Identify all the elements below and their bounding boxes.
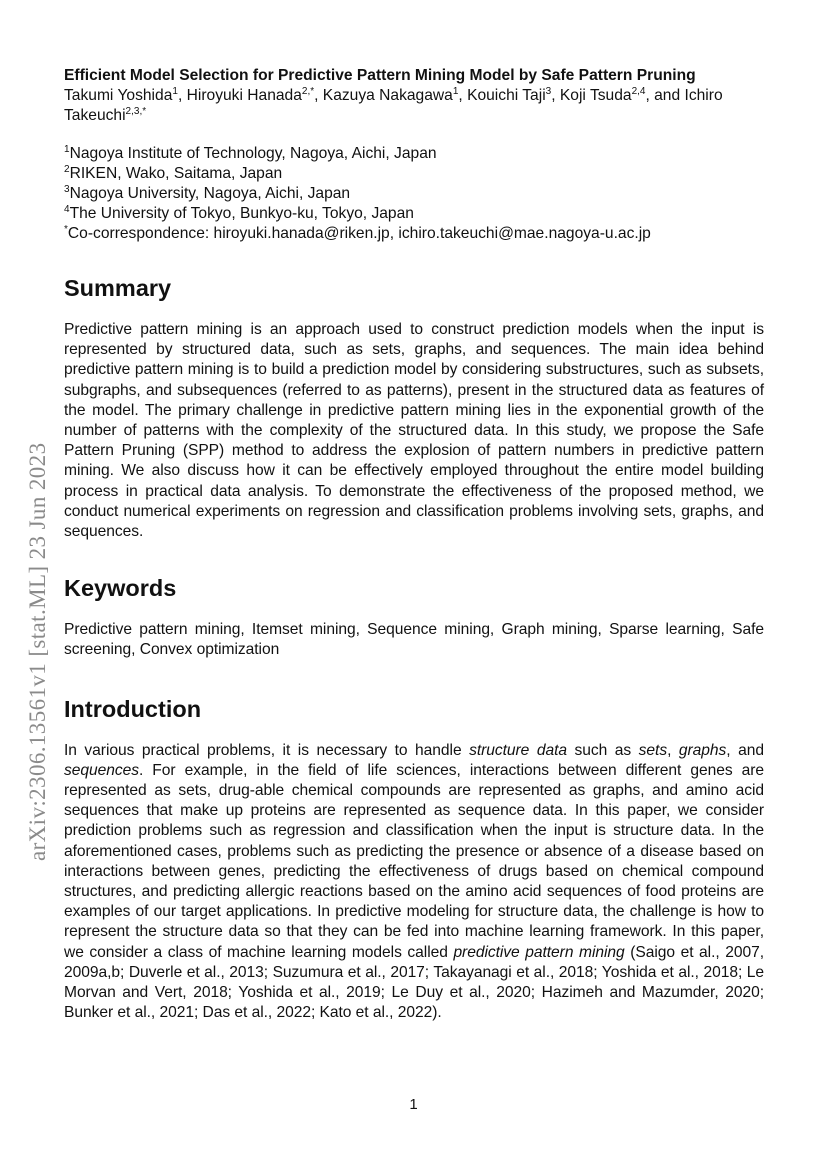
emphasized-term: sets [638,741,668,759]
author-name: Kouichi Taji [467,87,546,104]
affiliation-list [64,144,764,244]
introduction-paragraph [64,741,764,1024]
affiliation-text: RIKEN, Wako, Saitama, Japan [69,165,283,182]
keywords-heading: Keywords [64,575,177,602]
affiliation-item [64,164,764,184]
author-affiliation-marker: 3 [545,85,552,97]
keywords-paragraph: Predictive pattern mining, Itemset mining, Sequence mining, Graph mining, Sparse learning, Safe screening, Convex optimization [64,621,764,659]
page-number: 1 [409,1096,418,1113]
author-name: Takumi Yoshida [64,87,173,104]
introduction-heading: Introduction [64,695,202,722]
author-affiliation-marker: 2,* [301,85,315,97]
author-name: Kazuya Nakagawa [322,87,453,104]
emphasized-term: predictive pattern mining [453,943,625,961]
affiliation-marker: 1 [64,143,70,155]
text-segment: In various practical problems, it is necessary to handle [64,741,470,759]
affiliation-text: Co-correspondence: hiroyuki.hanada@riken.jp, ichiro.takeuchi@mae.nagoya-u.ac.jp [67,225,651,242]
summary-paragraph: Predictive pattern mining is an approach used to construct prediction models when the input is represented by structured data, such as sets, graphs, and sequences. The main idea behind predictive pattern mining is to build a prediction model by considering substructures, such as subsets, subgraphs, and subsequences (referred to as patterns), present in the structured data as features of the model. The primary challenge in predictive pattern mining lies in the exponential growth of the number of patterns with the complexity of the structured data. In this study, we propose the Safe Pattern Pruning (SPP) method to address the explosion of pattern numbers in predictive pattern mining. We also discuss how it can be effectively employed throughout the entire model building process in practical data analysis. To demonstrate the effectiveness of the proposed method, we conduct numerical experiments on regression and classification problems involving sets, graphs, and sequences. [64,321,764,541]
text-segment: (Saigo et al., 2007, 2009a,b; Duverle et al., 2013; Suzumura et al., 2017; Takayanagi et al., 2018; Yoshida et al., 2018; Le Morvan and Vert, 2018; Yoshida et al., 2019; Le Duy et al., 2020; Hazimeh and Mazumder, 2020; Bunker et al., 2021; Das et al., 2022; Kato et al., 2022). [64,943,765,1022]
affiliation-marker: 2 [64,163,70,175]
text-segment: , and [726,741,764,759]
author-separator: , and [645,87,685,104]
paper-title: Efficient Model Selection for Predictive Pattern Mining Model by Safe Pattern Pruning [64,67,696,84]
author-separator: , [458,87,468,104]
emphasized-term: graphs [678,741,727,759]
affiliation-item [64,144,764,164]
author-affiliation-marker: 2,3,* [125,105,147,117]
affiliation-item [64,224,764,244]
affiliation-text: The University of Tokyo, Bunkyo-ku, Tokyo, Japan [69,205,414,222]
emphasized-term: sequences [64,761,139,779]
affiliation-marker: * [64,223,68,235]
affiliation-item [64,184,764,204]
author-affiliation-marker: 1 [172,85,178,97]
author-name: Hiroyuki Hanada [186,87,302,104]
text-segment: , [667,741,679,759]
author-separator: , [177,87,187,104]
author-name: Ichiro Takeuchi [64,87,723,124]
arxiv-identifier-stamp [18,365,58,865]
arxiv-identifier-text: arXiv:2306.13561v1 [stat.ML] 23 Jun 2023 [25,442,50,861]
affiliation-item [64,204,764,224]
affiliation-marker: 4 [64,203,70,215]
text-segment: . For example, in the field of life sciences, interactions between different genes are represented as sets, drug-able chemical compounds are represented as graphs, and amino acid sequences that make up proteins are represented as sequence data. In this paper, we consider prediction problems such as regression and classification when the input is structure data. In the aforementioned cases, problems such as predicting the presence or absence of a disease based on interactions between genes, predicting the effectiveness of drugs based on chemical compound structures, and predicting allergic reactions based on the amino acid sequences of food proteins are examples of our target applications. In predictive modeling for structure data, the challenge is how to represent the structure data so that they can be fed into machine learning framework. In this paper, we consider a class of machine learning models called [64,761,764,961]
affiliation-marker: 3 [64,183,70,195]
author-list [64,86,764,126]
emphasized-term: structure data [469,741,567,759]
author-separator: , [551,87,560,104]
affiliation-text: Nagoya University, Nagoya, Aichi, Japan [69,185,351,202]
paper-content [64,66,764,1023]
text-segment: such as [566,741,639,759]
author-affiliation-marker: 2,4 [631,85,646,97]
author-separator: , [314,87,323,104]
author-affiliation-marker: 1 [452,85,459,97]
author-name: Koji Tsuda [559,87,632,104]
affiliation-text: Nagoya Institute of Technology, Nagoya, Aichi, Japan [69,145,437,162]
summary-heading: Summary [64,275,172,301]
